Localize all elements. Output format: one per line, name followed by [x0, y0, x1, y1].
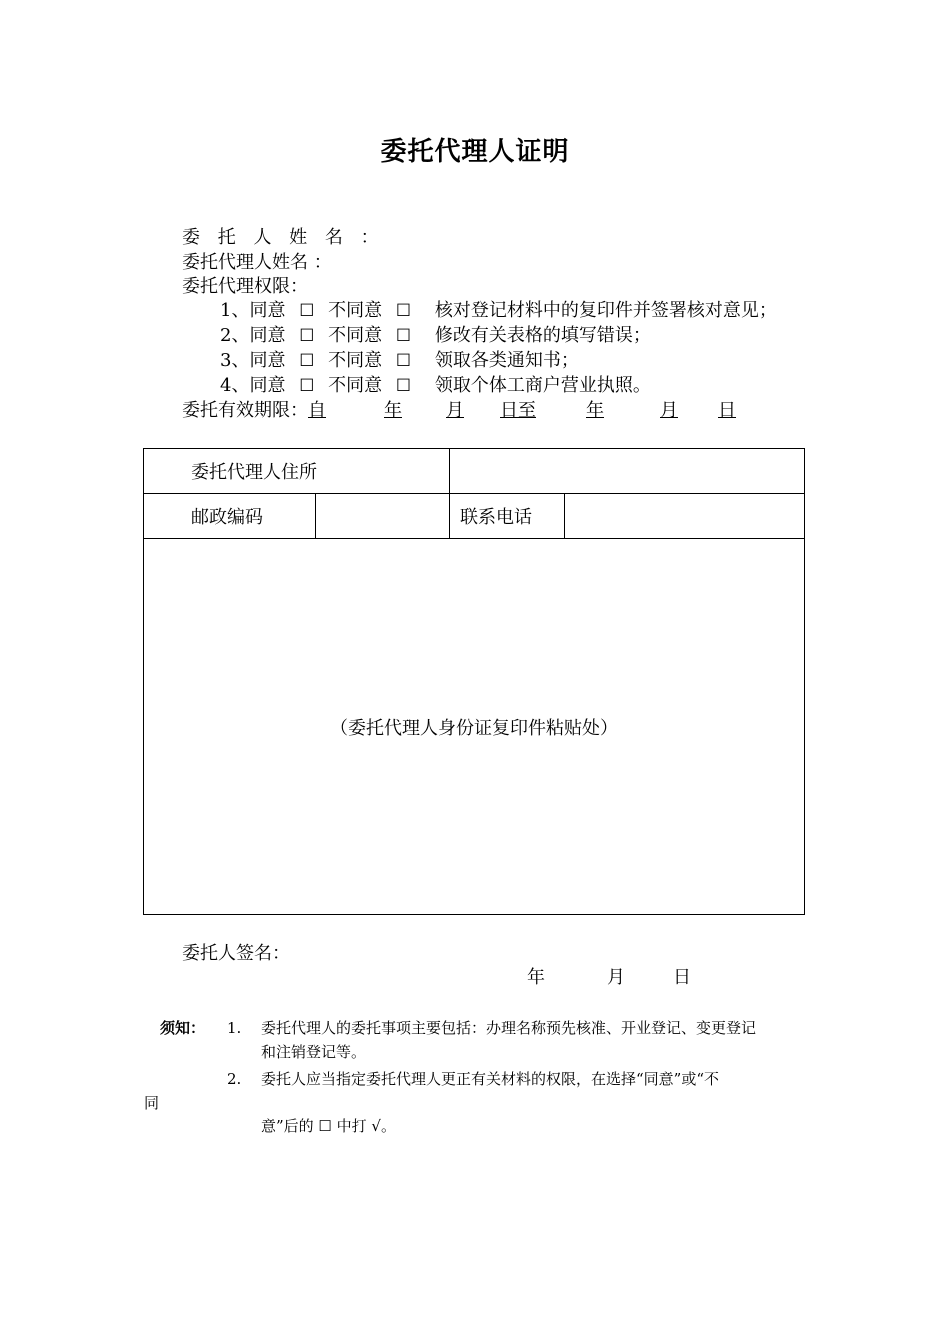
permission-num: 3、	[220, 350, 250, 371]
id-copy-area[interactable]	[144, 539, 805, 915]
validity-day-to: 日至	[500, 400, 536, 421]
signature-label: 委托人签名：	[182, 943, 290, 964]
page-title: 委托代理人证明	[380, 137, 570, 167]
agent-info-table	[143, 448, 805, 915]
disagree-checkbox[interactable]: ☐	[395, 326, 412, 346]
note-2-wrap: 同	[144, 1094, 160, 1112]
postcode-field[interactable]	[316, 494, 450, 539]
agent-name-label: 委托代理人姓名 ：	[182, 252, 332, 273]
validity-month1: 月	[446, 400, 464, 421]
phone-field[interactable]	[565, 494, 805, 539]
validity-row	[182, 399, 736, 423]
validity-year2: 年	[586, 400, 604, 421]
note-1-num: 1.	[227, 1019, 242, 1037]
disagree-checkbox[interactable]: ☐	[395, 376, 412, 396]
postcode-label-cell	[144, 494, 316, 539]
permission-num: 2、	[220, 325, 250, 346]
validity-from: 自	[308, 400, 326, 421]
validity-day2: 日	[718, 400, 736, 421]
agree-checkbox[interactable]: ☐	[299, 326, 315, 346]
agree-label: 同意	[249, 350, 286, 371]
note-1-line2: 和注销登记等。	[261, 1043, 367, 1061]
validity-label: 委托有效期限：	[182, 400, 308, 421]
disagree-label: 不同意	[328, 350, 383, 371]
validity-year1: 年	[384, 400, 402, 421]
signature-year: 年	[527, 967, 545, 988]
address-field[interactable]	[450, 449, 805, 494]
validity-period[interactable]	[308, 400, 736, 421]
notes-heading: 须知：	[160, 1019, 206, 1037]
address-label: 委托代理人住所	[191, 462, 317, 483]
permission-row-2	[220, 324, 651, 348]
disagree-label: 不同意	[328, 325, 383, 346]
principal-name-label	[182, 226, 385, 250]
permission-text: 领取各类通知书；	[434, 350, 579, 371]
agree-checkbox[interactable]: ☐	[299, 376, 315, 396]
agree-label: 同意	[249, 300, 286, 321]
note-2-line1: 委托人应当指定委托代理人更正有关材料的权限，在选择“同意”或“不	[261, 1070, 720, 1088]
signature-date	[527, 966, 691, 990]
postcode-label: 邮政编码	[191, 507, 263, 528]
disagree-label: 不同意	[328, 375, 383, 396]
permission-row-1	[220, 299, 777, 323]
id-copy-placeholder: （委托代理人身份证复印件粘贴处）	[330, 717, 618, 739]
address-label-cell	[144, 449, 450, 494]
phone-label: 联系电话	[460, 507, 532, 528]
note-2-num: 2.	[227, 1070, 242, 1088]
authority-label: 委托代理权限：	[182, 276, 308, 297]
permission-row-3	[220, 349, 579, 373]
note-1-line1: 委托代理人的委托事项主要包括：办理名称预先核准、开业登记、变更登记	[261, 1019, 757, 1037]
permission-row-4	[220, 374, 651, 398]
signature-month: 月	[607, 967, 625, 988]
permission-num: 1、	[220, 300, 250, 321]
disagree-label: 不同意	[328, 300, 383, 321]
permission-text: 领取个体工商户营业执照。	[434, 375, 651, 396]
permission-text: 修改有关表格的填写错误；	[434, 325, 651, 346]
disagree-checkbox[interactable]: ☐	[395, 301, 412, 321]
permission-text: 核对登记材料中的复印件并签署核对意见；	[434, 300, 777, 321]
note-2-line2: 意”后的 ☐ 中打 √。	[261, 1117, 396, 1135]
agree-label: 同意	[249, 325, 286, 346]
phone-label-cell	[450, 494, 565, 539]
signature-day: 日	[673, 967, 691, 988]
agree-label: 同意	[249, 375, 286, 396]
agree-checkbox[interactable]: ☐	[299, 301, 315, 321]
agree-checkbox[interactable]: ☐	[299, 351, 315, 371]
disagree-checkbox[interactable]: ☐	[395, 351, 412, 371]
permission-num: 4、	[220, 375, 250, 396]
principal-name-label-text: 委 托 人 姓 名 ：	[182, 227, 385, 248]
validity-month2: 月	[660, 400, 678, 421]
